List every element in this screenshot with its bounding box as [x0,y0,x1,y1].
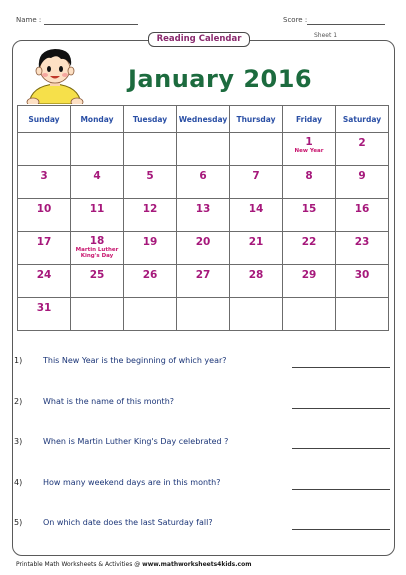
day-number: 31 [36,302,52,314]
day-cell [336,298,389,331]
day-cell [71,166,124,199]
calendar-grid [17,105,389,331]
answer-line[interactable] [292,448,390,449]
holiday-label: Martin Luther King's Day [75,247,119,259]
day-cell [71,298,124,331]
day-number: 17 [36,236,52,248]
day-cell [18,232,71,265]
day-number: 10 [36,203,52,215]
day-cell [336,199,389,232]
day-cell [177,133,230,166]
question-3 [14,437,392,451]
day-cell [18,199,71,232]
calendar-week [18,265,389,298]
day-cell [177,298,230,331]
day-cell [336,265,389,298]
holiday-label: New Year [294,148,324,154]
calendar-week [18,298,389,331]
day-cell [230,133,283,166]
day-cell [230,232,283,265]
day-cell [230,199,283,232]
day-cell [18,265,71,298]
day-cell [124,199,177,232]
day-number: 3 [40,170,48,182]
day-cell [230,298,283,331]
score-field-line[interactable] [307,24,385,25]
question-number: 2) [14,397,23,406]
day-cell [336,232,389,265]
day-cell [177,199,230,232]
day-cell [18,133,71,166]
calendar-week [18,199,389,232]
name-field-line[interactable] [44,24,138,25]
day-number: 5 [146,170,154,182]
day-number: 22 [301,236,317,248]
month-title: January 2016 [128,65,313,93]
day-cell [177,265,230,298]
day-cell [71,265,124,298]
day-number: 26 [142,269,158,281]
day-number: 8 [305,170,313,182]
day-number: 24 [36,269,52,281]
calendar-week [18,232,389,265]
day-number: 6 [199,170,207,182]
weekday-tuesday: Tuesday [124,106,177,133]
question-number: 5) [14,518,23,527]
day-cell [283,232,336,265]
weekday-wednesday: Wednesday [177,106,230,133]
sheet-number: Sheet 1 [314,32,338,39]
day-cell [124,133,177,166]
day-cell [283,199,336,232]
day-number: 20 [195,236,211,248]
day-number: 4 [93,170,101,182]
question-5 [14,518,392,532]
weekday-thursday: Thursday [230,106,283,133]
day-cell [71,232,124,265]
weekday-saturday: Saturday [336,106,389,133]
weekday-friday: Friday [283,106,336,133]
day-number: 9 [358,170,366,182]
question-number: 3) [14,437,23,446]
answer-line[interactable] [292,489,390,490]
day-cell [230,265,283,298]
day-cell [71,199,124,232]
day-cell [336,133,389,166]
calendar-week [18,133,389,166]
question-text: This New Year is the beginning of which year? [43,356,227,365]
day-number: 25 [89,269,105,281]
day-cell [177,166,230,199]
name-label: Name : [16,16,42,24]
day-number: 15 [301,203,317,215]
day-number: 12 [142,203,158,215]
day-cell [71,133,124,166]
day-cell [124,166,177,199]
weekday-header-row [18,106,389,133]
answer-line[interactable] [292,408,390,409]
day-cell [283,298,336,331]
day-cell [124,265,177,298]
day-number: 19 [142,236,158,248]
day-cell [124,232,177,265]
day-number: 23 [354,236,370,248]
day-cell [18,166,71,199]
calendar-week [18,166,389,199]
day-number: 14 [248,203,264,215]
weekday-monday: Monday [71,106,124,133]
day-number: 16 [354,203,370,215]
day-number: 2 [358,137,366,149]
question-text: How many weekend days are in this month? [43,478,221,487]
day-cell [336,166,389,199]
day-number: 18 [89,235,105,247]
score-label: Score : [283,16,308,24]
question-text: When is Martin Luther King's Day celebrated ? [43,437,229,446]
answer-line[interactable] [292,529,390,530]
day-cell [177,232,230,265]
kid-illustration [25,44,85,104]
footer-link[interactable]: www.mathworksheets4kids.com [142,561,252,568]
day-number: 11 [89,203,105,215]
answer-line[interactable] [292,367,390,368]
day-number: 27 [195,269,211,281]
day-number: 28 [248,269,264,281]
question-1 [14,356,392,370]
worksheet-title: Reading Calendar [148,32,250,47]
question-number: 4) [14,478,23,487]
day-cell [283,166,336,199]
question-4 [14,478,392,492]
day-number: 13 [195,203,211,215]
day-number: 21 [248,236,264,248]
weekday-sunday: Sunday [18,106,71,133]
question-text: On which date does the last Saturday fall? [43,518,213,527]
day-cell [18,298,71,331]
footer-text: Printable Math Worksheets & Activities @ [16,561,141,568]
question-number: 1) [14,356,23,365]
day-number: 1 [305,136,313,148]
question-2 [14,397,392,411]
day-number: 7 [252,170,260,182]
day-cell [283,133,336,166]
day-cell [230,166,283,199]
day-cell [283,265,336,298]
day-number: 29 [301,269,317,281]
footer [16,561,251,568]
question-text: What is the name of this month? [43,397,175,406]
day-number: 30 [354,269,370,281]
day-cell [124,298,177,331]
